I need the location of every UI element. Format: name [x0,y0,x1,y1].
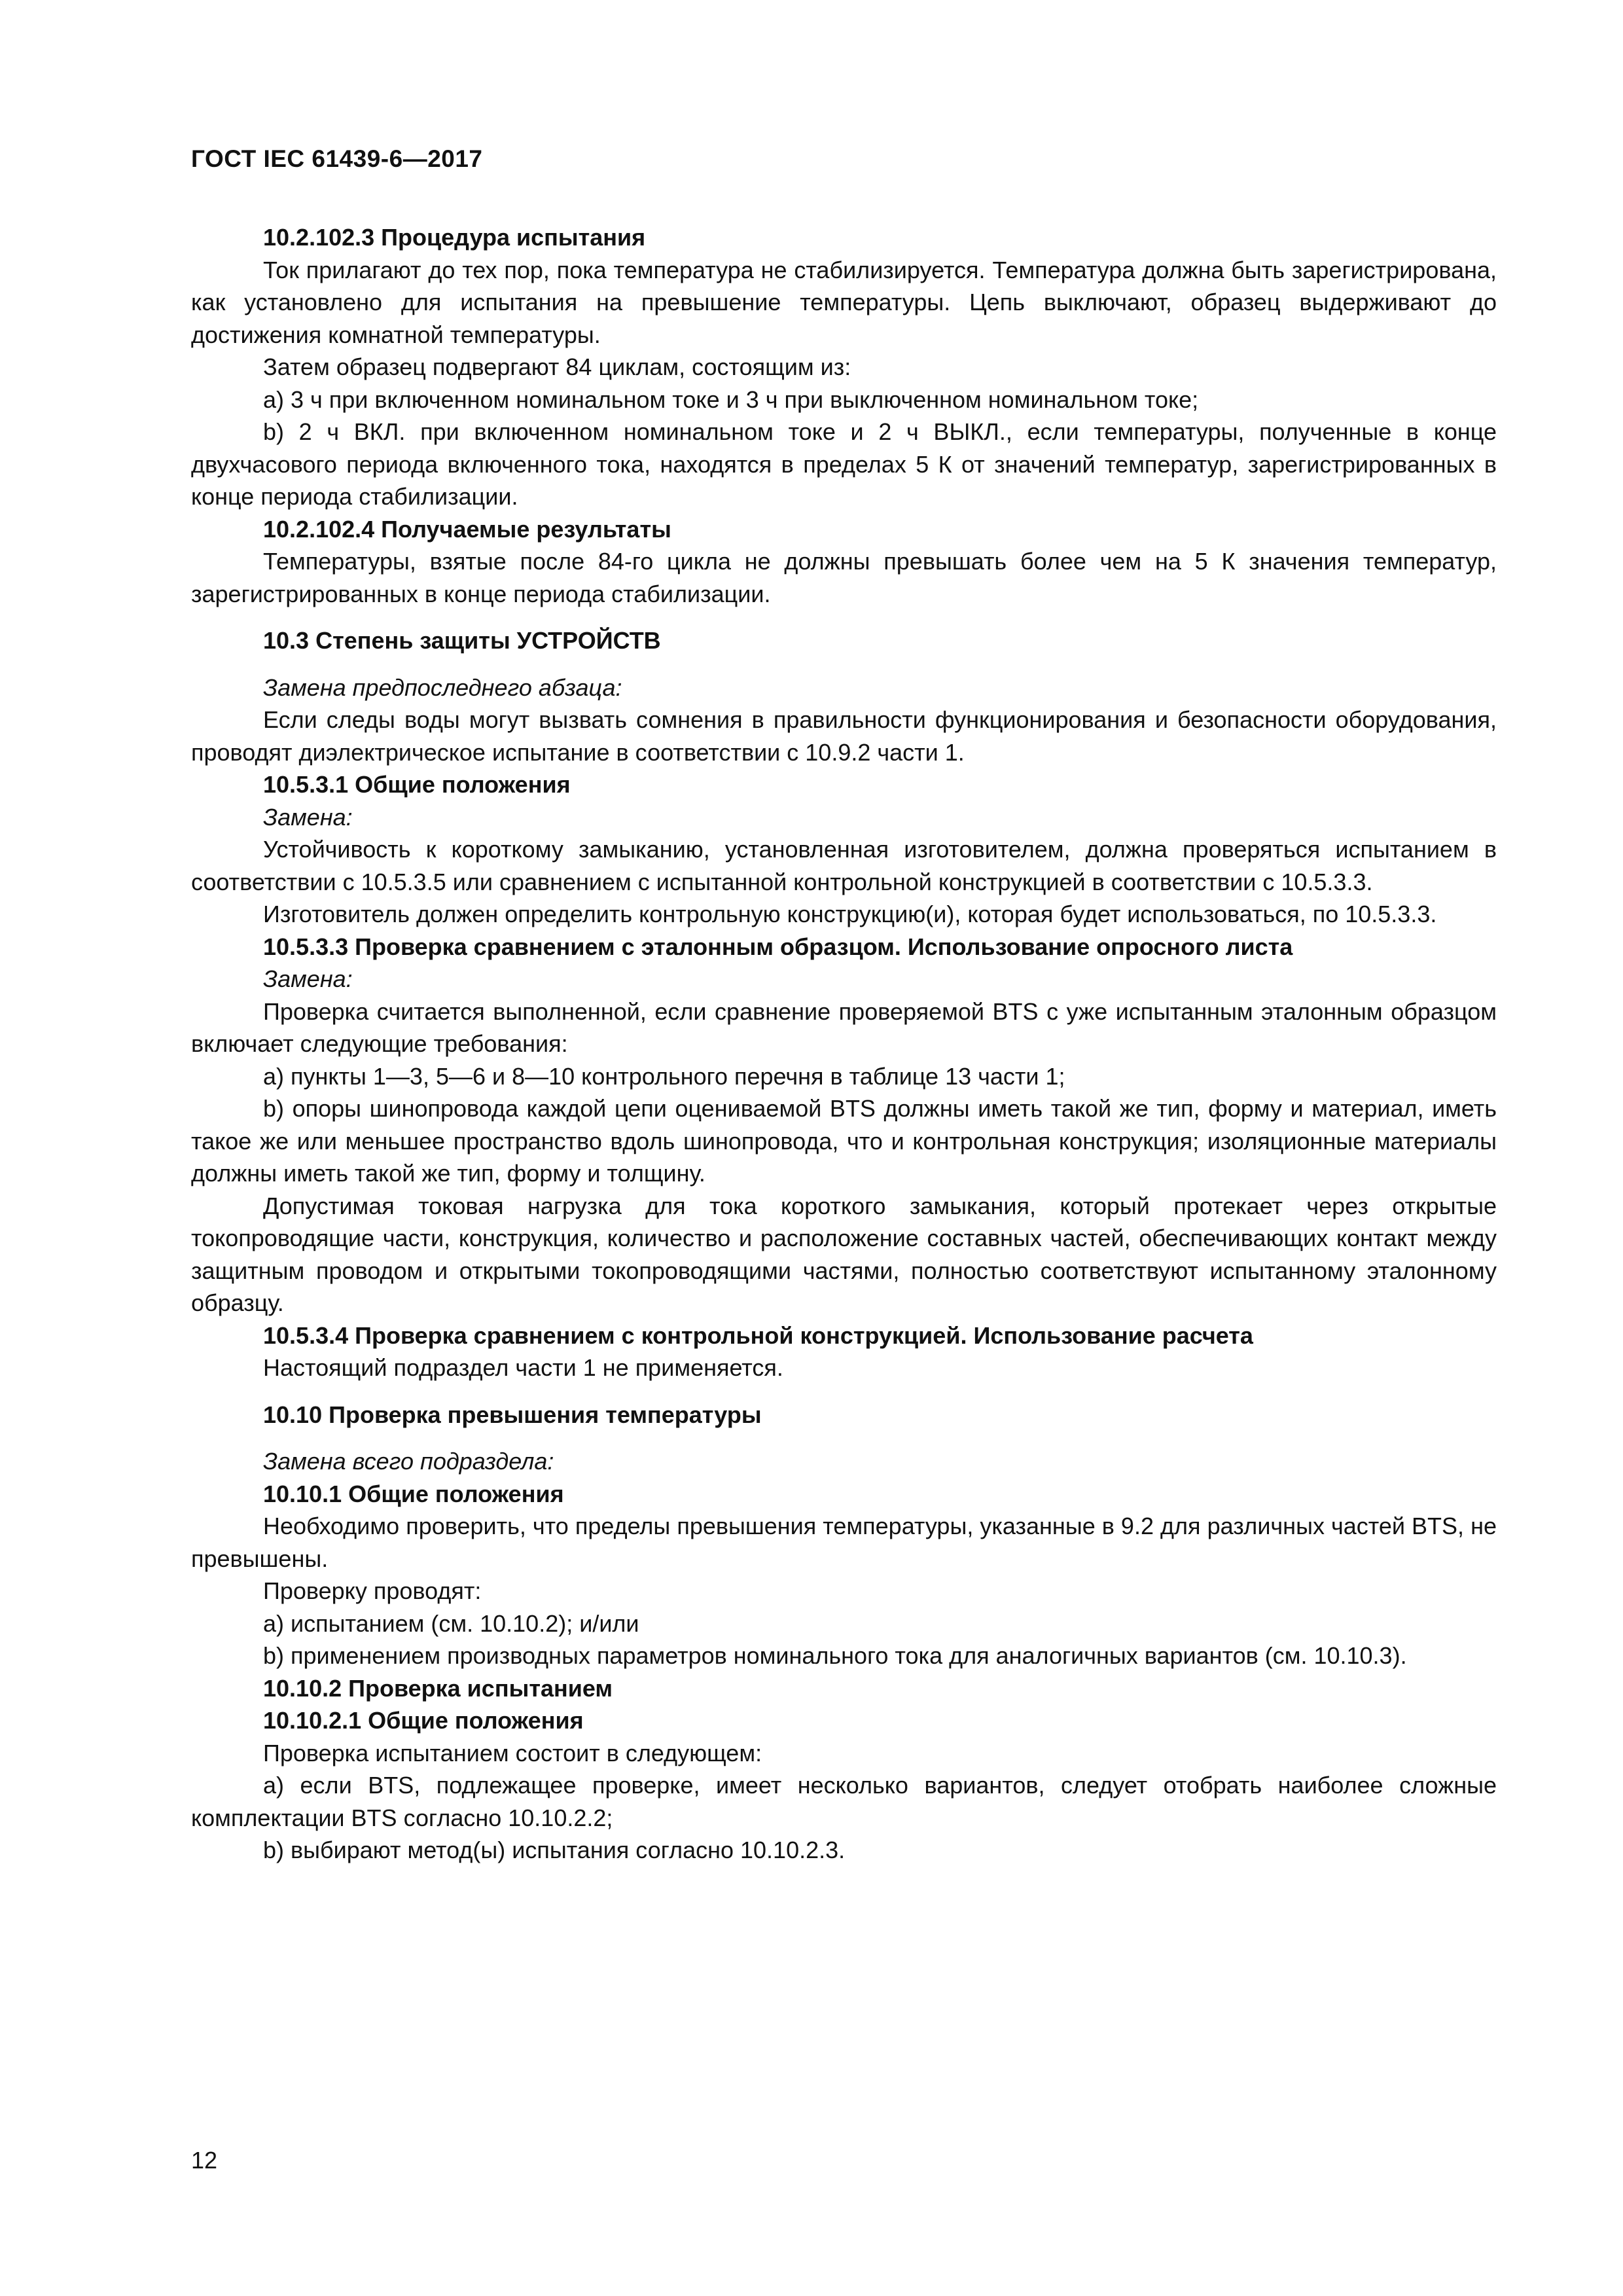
paragraph: Температуры, взятые после 84-го цикла не должны превышать более чем на 5 К значения температур, зарегистрированных в конце периода стабилизации. [191,548,1497,607]
paragraph: Проверку проводят: [263,1577,482,1604]
paragraph: Допустимая токовая нагрузка для тока короткого замыкания, который протекает через открытые токопроводящие части, конструкция, количество и расположение составных частей, обеспечивающих контакт между защитным проводом и открытыми токопроводящими частями, полностью соответствуют испытанному эталонному образцу. [191,1192,1497,1316]
list-item: b) 2 ч ВКЛ. при включенном номинальном токе и 2 ч ВЫКЛ., если температуры, полученные в конце двухчасового периода включенного тока, находятся в пределах 5 К от значений температур, зарегистрированных в конце периода стабилизации. [191,418,1497,510]
list-item: a) если BTS, подлежащее проверке, имеет несколько вариантов, следует отобрать наиболее сложные комплектации BTS согласно 10.10.2.2; [191,1772,1497,1831]
amendment-note: Замена всего подраздела: [263,1448,554,1475]
paragraph: Ток прилагают до тех пор, пока температура не стабилизируется. Температура должна быть зарегистрирована, как установлено для испытания на превышение температуры. Цепь выключают, образец выдерживают до достижения комнатной температуры. [191,256,1497,348]
list-item: a) пункты 1—3, 5—6 и 8—10 контрольного перечня в таблице 13 части 1; [263,1062,1065,1090]
list-item: a) испытанием (см. 10.10.2); и/или [263,1609,639,1637]
amendment-note: Замена: [263,803,353,831]
heading-10-2-102-4: 10.2.102.4 Получаемые результаты [263,515,671,543]
heading-10-10-1: 10.10.1 Общие положения [263,1480,564,1507]
document-body [191,221,1497,1867]
amendment-note: Замена: [263,965,353,992]
list-item: a) 3 ч при включенном номинальном токе и 3 ч при выключенном номинальном токе; [263,386,1199,413]
paragraph: Настоящий подраздел части 1 не применяется. [263,1354,783,1381]
paragraph: Если следы воды могут вызвать сомнения в правильности функционирования и безопасности оборудования, проводят диэлектрическое испытание в соответствии с 10.9.2 части 1. [191,706,1497,766]
paragraph: Проверка испытанием состоит в следующем: [263,1739,762,1767]
page-number: 12 [191,2147,218,2174]
heading-10-2-102-3: 10.2.102.3 Процедура испытания [263,224,646,251]
paragraph: Устойчивость к короткому замыканию, установленная изготовителем, должна проверяться испытанием в соответствии с 10.5.3.5 или сравнением с испытанной контрольной конструкцией в соответствии с 10.5.3.3. [191,836,1497,895]
heading-10-10-2: 10.10.2 Проверка испытанием [263,1674,613,1702]
paragraph: Затем образец подвергают 84 циклам, состоящим из: [263,353,851,380]
standard-header: ГОСТ IEC 61439-6—2017 [191,145,483,172]
heading-10-5-3-4: 10.5.3.4 Проверка сравнением с контрольной конструкцией. Использование расчета [263,1321,1253,1349]
paragraph: Проверка считается выполненной, если сравнение проверяемой BTS с уже испытанным эталонным образцом включает следующие требования: [191,997,1497,1057]
heading-10-3: 10.3 Степень защиты УСТРОЙСТВ [263,627,661,654]
list-item: b) выбирают метод(ы) испытания согласно 10.10.2.3. [263,1837,846,1863]
paragraph: Изготовитель должен определить контрольную конструкцию(и), которая будет использоваться, по 10.5.3.3. [263,901,1437,927]
heading-10-5-3-1: 10.5.3.1 Общие положения [263,771,571,798]
heading-10-10-2-1: 10.10.2.1 Общие положения [263,1707,584,1734]
list-item: b) применением производных параметров номинального тока для аналогичных вариантов (см. 10.10.3). [263,1642,1407,1669]
paragraph: Необходимо проверить, что пределы превышения температуры, указанные в 9.2 для различных частей BTS, не превышены. [191,1513,1497,1572]
heading-10-5-3-3: 10.5.3.3 Проверка сравнением с эталонным образцом. Использование опросного листа [263,933,1293,960]
list-item: b) опоры шинопровода каждой цепи оцениваемой BTS должны иметь такой же тип, форму и материал, иметь такое же или меньшее пространство вдоль шинопровода, что и контрольная конструкция; изоляционные материалы должны иметь такой же тип, форму и толщину. [191,1095,1497,1187]
heading-10-10: 10.10 Проверка превышения температуры [263,1401,762,1428]
amendment-note: Замена предпоследнего абзаца: [263,673,622,701]
